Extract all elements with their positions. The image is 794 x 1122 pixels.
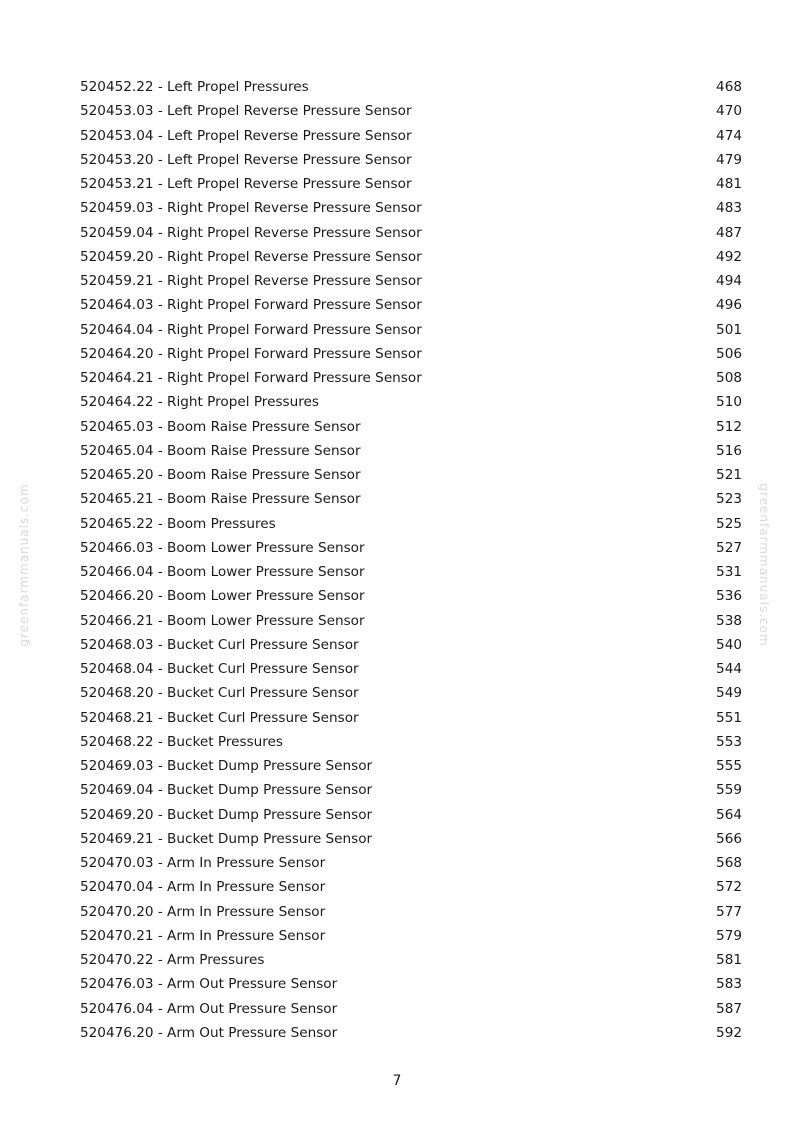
toc-entry-title[interactable]: 520464.03 - Right Propel Forward Pressure Sensor <box>80 297 422 314</box>
toc-entry-page[interactable]: 538 <box>716 612 742 629</box>
toc-entry-title[interactable]: 520468.21 - Bucket Curl Pressure Sensor <box>80 709 359 726</box>
toc-entry[interactable] <box>80 172 742 196</box>
toc-entry-title[interactable]: 520459.03 - Right Propel Reverse Pressure Sensor <box>80 200 422 217</box>
toc-entry-page[interactable]: 501 <box>716 321 742 338</box>
toc-entry-title[interactable]: 520466.04 - Boom Lower Pressure Sensor <box>80 564 365 580</box>
toc-entry-page[interactable]: 577 <box>716 903 742 920</box>
toc-entry-page[interactable]: 516 <box>716 442 742 459</box>
toc-entry[interactable] <box>80 293 742 317</box>
toc-entry-page[interactable]: 479 <box>716 151 742 168</box>
toc-entry-title[interactable]: 520470.03 - Arm In Pressure Sensor <box>80 855 326 871</box>
table-of-contents <box>80 75 742 1045</box>
toc-entry-title[interactable]: 520465.20 - Boom Raise Pressure Sensor <box>80 467 361 483</box>
toc-entry-page[interactable]: 531 <box>716 564 742 580</box>
toc-entry-page[interactable]: 496 <box>716 297 742 314</box>
toc-entry-page[interactable]: 481 <box>716 176 742 192</box>
toc-entry[interactable] <box>80 148 742 172</box>
toc-entry-title[interactable]: 520476.20 - Arm Out Pressure Sensor <box>80 1024 338 1041</box>
toc-entry-page[interactable]: 583 <box>716 976 742 993</box>
watermark-left: greenfarmmanuals.com <box>17 483 31 647</box>
toc-entry-page[interactable]: 555 <box>716 758 742 774</box>
toc-entry-page[interactable]: 568 <box>716 855 742 871</box>
toc-entry-page[interactable]: 536 <box>716 588 742 605</box>
toc-entry-page[interactable]: 551 <box>716 709 742 726</box>
toc-entry-title[interactable]: 520466.21 - Boom Lower Pressure Sensor <box>80 612 365 629</box>
toc-entry-title[interactable]: 520459.21 - Right Propel Reverse Pressure Sensor <box>80 273 422 289</box>
toc-entry[interactable] <box>80 851 742 875</box>
toc-entry[interactable] <box>80 245 742 269</box>
toc-entry-page[interactable]: 521 <box>716 467 742 483</box>
watermark-right: greenfarmmanuals.com <box>757 483 771 647</box>
toc-entry-title[interactable]: 520465.03 - Boom Raise Pressure Sensor <box>80 418 361 435</box>
toc-entry-page[interactable]: 579 <box>716 927 742 944</box>
toc-entry-page[interactable]: 508 <box>716 370 742 386</box>
toc-entry[interactable] <box>80 318 742 342</box>
toc-entry[interactable] <box>80 997 742 1021</box>
toc-entry-title[interactable]: 520465.04 - Boom Raise Pressure Sensor <box>80 442 361 459</box>
toc-entry-title[interactable]: 520466.03 - Boom Lower Pressure Sensor <box>80 539 365 556</box>
toc-entry-page[interactable]: 525 <box>716 515 742 532</box>
toc-entry-title[interactable]: 520468.04 - Bucket Curl Pressure Sensor <box>80 661 359 677</box>
toc-entry-title[interactable]: 520476.04 - Arm Out Pressure Sensor <box>80 1000 338 1017</box>
toc-entry-page[interactable]: 566 <box>716 830 742 847</box>
toc-entry-page[interactable]: 494 <box>716 273 742 289</box>
toc-entry[interactable] <box>80 463 742 487</box>
toc-entry-title[interactable]: 520453.21 - Left Propel Reverse Pressure Sensor <box>80 176 412 192</box>
toc-entry[interactable] <box>80 415 742 439</box>
toc-entry-page[interactable]: 527 <box>716 539 742 556</box>
toc-entry-page[interactable]: 544 <box>716 661 742 677</box>
toc-entry-title[interactable]: 520464.22 - Right Propel Pressures <box>80 394 319 411</box>
toc-entry[interactable] <box>80 875 742 899</box>
toc-entry-title[interactable]: 520459.20 - Right Propel Reverse Pressure Sensor <box>80 248 422 265</box>
toc-entry[interactable] <box>80 487 742 511</box>
toc-entry-title[interactable]: 520469.21 - Bucket Dump Pressure Sensor <box>80 830 373 847</box>
toc-entry[interactable] <box>80 536 742 560</box>
toc-entry[interactable] <box>80 75 742 99</box>
toc-entry-title[interactable]: 520464.21 - Right Propel Forward Pressure Sensor <box>80 370 422 386</box>
toc-entry[interactable] <box>80 972 742 996</box>
toc-entry[interactable] <box>80 366 742 390</box>
toc-entry-title[interactable]: 520466.20 - Boom Lower Pressure Sensor <box>80 588 365 605</box>
toc-entry-title[interactable]: 520469.04 - Bucket Dump Pressure Sensor <box>80 782 373 799</box>
toc-entry[interactable] <box>80 342 742 366</box>
toc-entry-page[interactable]: 474 <box>716 127 742 144</box>
toc-entry-title[interactable]: 520464.04 - Right Propel Forward Pressure Sensor <box>80 321 422 338</box>
toc-entry-page[interactable]: 468 <box>716 79 742 95</box>
toc-entry-page[interactable]: 559 <box>716 782 742 799</box>
toc-entry-page[interactable]: 523 <box>716 491 742 508</box>
toc-entry-title[interactable]: 520453.20 - Left Propel Reverse Pressure Sensor <box>80 151 412 168</box>
toc-entry-page[interactable]: 470 <box>716 103 742 120</box>
toc-entry[interactable] <box>80 730 742 754</box>
toc-entry-title[interactable]: 520470.22 - Arm Pressures <box>80 952 265 968</box>
toc-entry-page[interactable]: 540 <box>716 636 742 653</box>
toc-entry[interactable] <box>80 390 742 414</box>
toc-entry[interactable] <box>80 609 742 633</box>
toc-entry-title[interactable]: 520465.21 - Boom Raise Pressure Sensor <box>80 491 361 508</box>
toc-entry-page[interactable]: 549 <box>716 685 742 702</box>
toc-entry[interactable] <box>80 269 742 293</box>
toc-entry-page[interactable]: 572 <box>716 879 742 896</box>
toc-entry[interactable] <box>80 657 742 681</box>
toc-entry[interactable] <box>80 221 742 245</box>
toc-entry-page[interactable]: 564 <box>716 806 742 823</box>
toc-entry-title[interactable]: 520459.04 - Right Propel Reverse Pressure Sensor <box>80 224 422 241</box>
toc-entry[interactable] <box>80 924 742 948</box>
toc-entry-title[interactable]: 520470.21 - Arm In Pressure Sensor <box>80 927 326 944</box>
toc-entry-title[interactable]: 520453.04 - Left Propel Reverse Pressure Sensor <box>80 127 412 144</box>
toc-entry-title[interactable]: 520470.04 - Arm In Pressure Sensor <box>80 879 326 896</box>
toc-entry[interactable] <box>80 900 742 924</box>
toc-entry-page[interactable]: 553 <box>716 733 742 750</box>
toc-entry[interactable] <box>80 99 742 123</box>
toc-entry-page[interactable]: 483 <box>716 200 742 217</box>
toc-entry[interactable] <box>80 754 742 778</box>
toc-entry-page[interactable]: 581 <box>716 952 742 968</box>
toc-entry[interactable] <box>80 1021 742 1045</box>
toc-entry[interactable] <box>80 196 742 220</box>
toc-entry-title[interactable]: 520468.03 - Bucket Curl Pressure Sensor <box>80 636 359 653</box>
toc-entry[interactable] <box>80 803 742 827</box>
toc-entry[interactable] <box>80 512 742 536</box>
toc-entry[interactable] <box>80 560 742 584</box>
toc-entry-title[interactable]: 520465.22 - Boom Pressures <box>80 515 276 532</box>
toc-entry[interactable] <box>80 948 742 972</box>
toc-entry-title[interactable]: 520469.03 - Bucket Dump Pressure Sensor <box>80 758 373 774</box>
toc-entry[interactable] <box>80 706 742 730</box>
toc-entry[interactable] <box>80 124 742 148</box>
toc-entry-title[interactable]: 520469.20 - Bucket Dump Pressure Sensor <box>80 806 373 823</box>
toc-entry-title[interactable]: 520468.20 - Bucket Curl Pressure Sensor <box>80 685 359 702</box>
toc-entry-title[interactable]: 520452.22 - Left Propel Pressures <box>80 79 309 95</box>
toc-entry-title[interactable]: 520470.20 - Arm In Pressure Sensor <box>80 903 326 920</box>
toc-entry[interactable] <box>80 827 742 851</box>
toc-entry-page[interactable]: 487 <box>716 224 742 241</box>
page-number: 7 <box>392 1073 402 1089</box>
toc-entry-page[interactable]: 587 <box>716 1000 742 1017</box>
toc-entry-page[interactable]: 510 <box>716 394 742 411</box>
toc-entry[interactable] <box>80 778 742 802</box>
toc-entry-title[interactable]: 520468.22 - Bucket Pressures <box>80 733 284 750</box>
toc-entry-title[interactable]: 520453.03 - Left Propel Reverse Pressure Sensor <box>80 103 412 120</box>
toc-entry[interactable] <box>80 584 742 608</box>
toc-entry[interactable] <box>80 681 742 705</box>
toc-entry-page[interactable]: 512 <box>716 418 742 435</box>
toc-entry[interactable] <box>80 633 742 657</box>
toc-entry-title[interactable]: 520476.03 - Arm Out Pressure Sensor <box>80 976 338 993</box>
toc-entry-page[interactable]: 592 <box>716 1024 742 1041</box>
toc-entry-page[interactable]: 492 <box>716 248 742 265</box>
toc-entry-page[interactable]: 506 <box>716 345 742 362</box>
toc-entry[interactable] <box>80 439 742 463</box>
toc-entry-title[interactable]: 520464.20 - Right Propel Forward Pressure Sensor <box>80 345 422 362</box>
